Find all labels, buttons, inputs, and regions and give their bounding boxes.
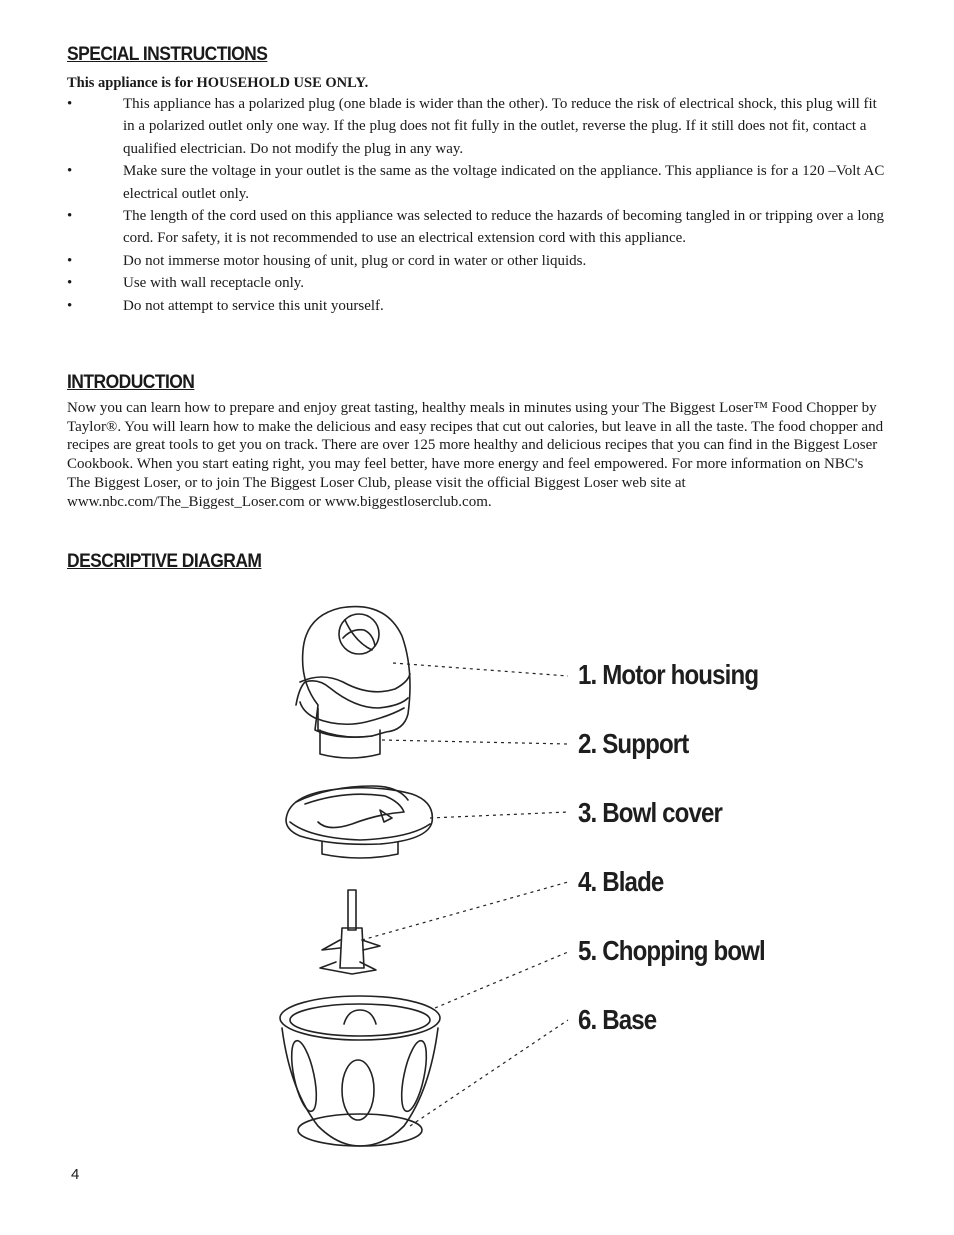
part-label-blade: 4. Blade — [578, 866, 664, 897]
list-item — [67, 295, 887, 317]
list-item-text: Make sure the voltage in your outlet is the same as the voltage indicated on the appliance. This appliance is for a 120 –Volt AC electrical outlet only. — [123, 163, 885, 202]
blade-illustration — [320, 890, 380, 974]
bullet-icon: • — [67, 96, 73, 112]
page-number: 4 — [71, 1166, 80, 1183]
bowl-cover-illustration — [286, 786, 432, 858]
leader-lines — [362, 663, 568, 1126]
special-instructions-heading: SPECIAL INSTRUCTIONS — [67, 44, 268, 65]
instructions-list — [67, 93, 887, 317]
list-item — [67, 160, 887, 205]
food-chopper-diagram — [0, 590, 954, 1160]
bullet-icon: • — [67, 297, 73, 314]
descriptive-diagram-heading: DESCRIPTIVE DIAGRAM — [67, 551, 262, 572]
household-use-note: This appliance is for HOUSEHOLD USE ONLY. — [67, 75, 369, 91]
introduction-body: Now you can learn how to prepare and enjoy great tasting, healthy meals in minutes using your The Biggest Loser™ Food Chopper by Taylor®. You will learn how to make the delicious and easy recipes that cut out calories, but leave in all the taste. The food chopper and recipes are great tools to get you on track. There are over 125 more healthy and delicious recipes that you can find in the Biggest Loser Cookbook. When you start eating right, you may feel better, have more energy and feel empowered. For more information on NBC's The Biggest Loser, or to join The Biggest Loser Club, please visit the official Biggest Loser web site at www.nbc.com/The_Biggest_Loser.com or www.biggestloserclub.com. — [67, 400, 884, 510]
introduction-heading: INTRODUCTION — [67, 372, 195, 393]
bullet-icon: • — [67, 252, 73, 269]
list-item-text: The length of the cord used on this appliance was selected to reduce the hazards of becoming tangled in or tripping over a long cord. For safety, it is not recommended to use an electrical extension cord with this appliance. — [123, 208, 885, 247]
list-item — [67, 205, 887, 250]
part-label-base: 6. Base — [578, 1004, 657, 1035]
list-item-text: Do not attempt to service this unit yourself. — [123, 297, 384, 314]
list-item-text: This appliance has a polarized plug (one blade is wider than the other). To reduce the risk of electrical shock, this plug will fit in a polarized outlet only one way. If the plug does not fit fully in the outlet, reverse the plug. If it still does not fit, contact a qualified electrician. Do not modify the plug in any way. — [123, 96, 877, 157]
list-item-text: Do not immerse motor housing of unit, plug or cord in water or other liquids. — [123, 252, 587, 269]
motor-housing-illustration — [296, 607, 410, 758]
part-label-motor-housing: 1. Motor housing — [578, 659, 759, 690]
part-label-bowl-cover: 3. Bowl cover — [578, 797, 723, 828]
base-illustration — [298, 1114, 422, 1146]
bullet-icon: • — [67, 275, 73, 292]
list-item — [67, 93, 887, 160]
list-item — [67, 250, 887, 272]
parts-list — [578, 655, 795, 1069]
bullet-icon: • — [67, 163, 73, 180]
list-item-text: Use with wall receptacle only. — [123, 275, 305, 292]
part-label-chopping-bowl: 5. Chopping bowl — [578, 935, 765, 966]
list-item — [67, 272, 887, 294]
bullet-icon: • — [67, 208, 73, 225]
part-label-support: 2. Support — [578, 728, 689, 759]
